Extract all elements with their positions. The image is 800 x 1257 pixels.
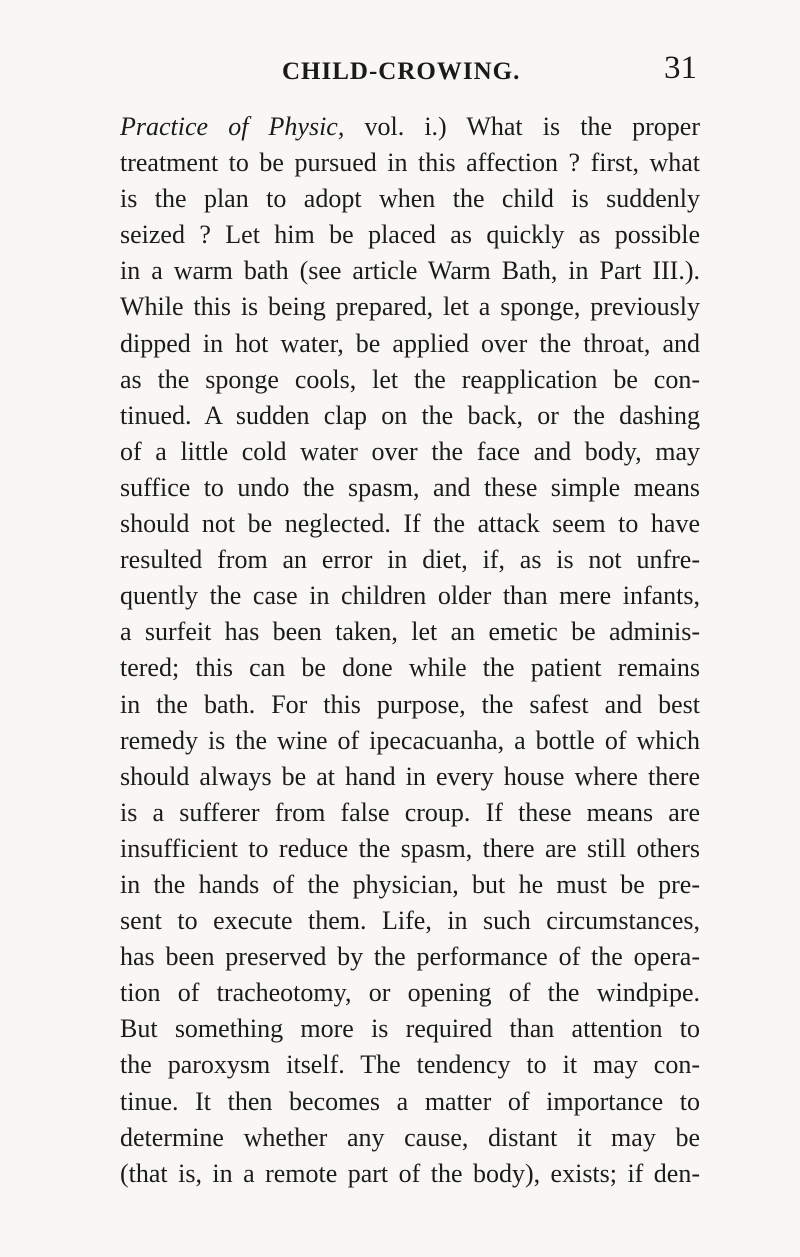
text-line: But something more is required than attention to: [120, 1014, 700, 1044]
text-line: has been preserved by the performance of the opera-: [120, 942, 700, 972]
text-line: dipped in hot water, be applied over the throat, and: [120, 328, 700, 358]
text-line: seized ? Let him be placed as quickly as possible: [120, 220, 700, 250]
text-line: treatment to be pursued in this affection ? first, what: [120, 148, 700, 178]
text-line: tinued. A sudden clap on the back, or the dashing: [120, 400, 700, 430]
text-line: is the plan to adopt when the child is suddenly: [120, 184, 700, 214]
text-line: tinue. It then becomes a matter of importance to: [120, 1086, 700, 1116]
text-line: in a warm bath (see article Warm Bath, in Part III.).: [120, 256, 700, 286]
text-line: suffice to undo the spasm, and these simple means: [120, 472, 700, 502]
text-line: insufficient to reduce the spasm, there are still others: [120, 833, 700, 863]
page-number: 31: [664, 50, 697, 86]
text-line: While this is being prepared, let a sponge, previously: [120, 292, 700, 322]
text-line: should not be neglected. If the attack seem to have: [120, 509, 700, 539]
text-line: (that is, in a remote part of the body), exists; if den-: [120, 1158, 700, 1188]
text-line: [120, 109, 700, 145]
text-line: remedy is the wine of ipecacuanha, a bottle of which: [120, 725, 700, 755]
italic-citation: Practice of Physic,: [120, 112, 345, 141]
running-head: CHILD-CROWING.: [282, 58, 521, 85]
text-line: the paroxysm itself. The tendency to it may con-: [120, 1050, 700, 1080]
body-text: [120, 109, 700, 1192]
text-line: in the bath. For this purpose, the safest and best: [120, 689, 700, 719]
text-line: quently the case in children older than mere infants,: [120, 581, 700, 611]
text-line-rest: vol. i.) What is the proper: [344, 112, 700, 141]
text-line: tered; this can be done while the patient remains: [120, 653, 700, 683]
text-line: resulted from an error in diet, if, as is not unfre-: [120, 545, 700, 575]
text-line: tion of tracheotomy, or opening of the windpipe.: [120, 978, 700, 1008]
text-line: should always be at hand in every house where there: [120, 761, 700, 791]
text-line: sent to execute them. Life, in such circumstances,: [120, 906, 700, 936]
text-line: in the hands of the physician, but he must be pre-: [120, 869, 700, 899]
text-line: as the sponge cools, let the reapplication be con-: [120, 364, 700, 394]
text-line: is a sufferer from false croup. If these means are: [120, 797, 700, 827]
text-line: of a little cold water over the face and body, may: [120, 436, 700, 466]
text-line: a surfeit has been taken, let an emetic be adminis-: [120, 617, 700, 647]
text-line: determine whether any cause, distant it may be: [120, 1122, 700, 1152]
